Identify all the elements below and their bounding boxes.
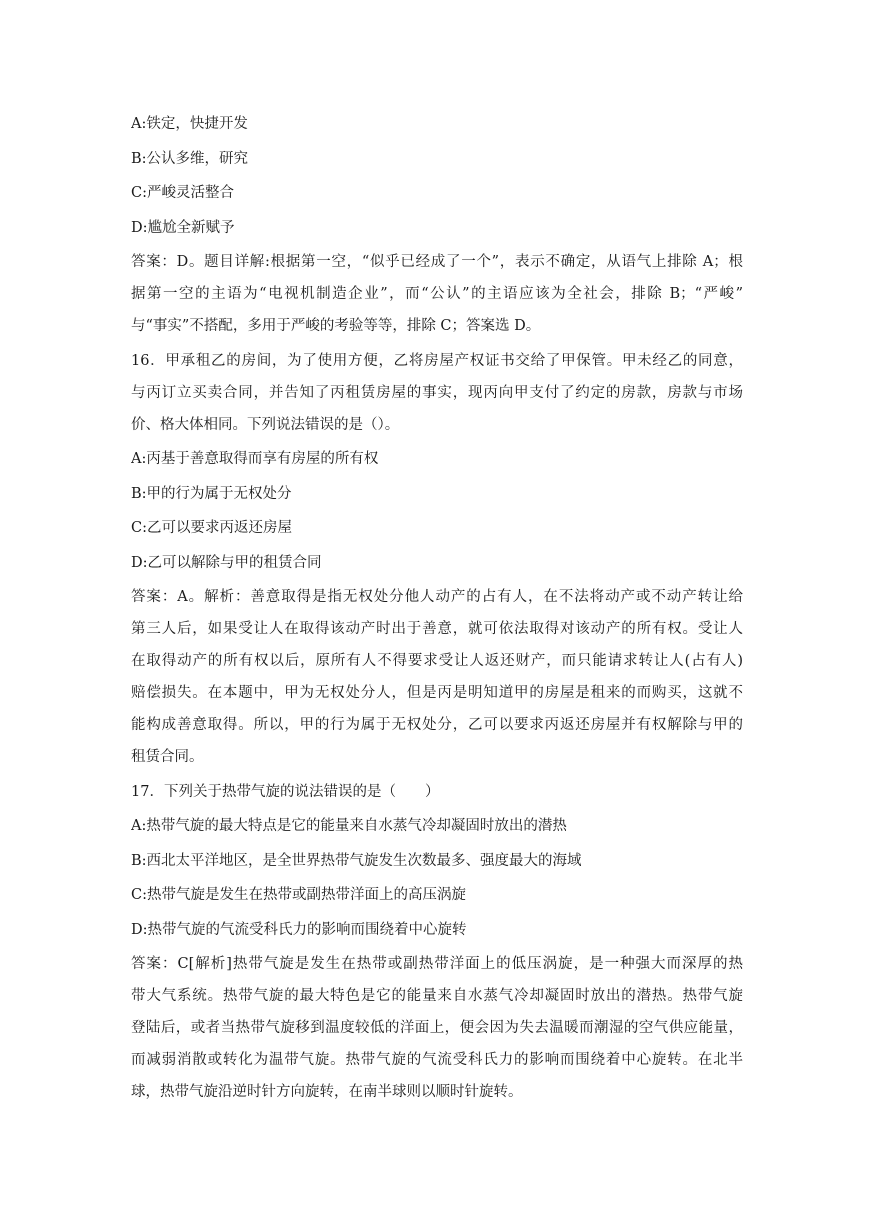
option-b: B:甲的行为属于无权处分 <box>131 485 292 502</box>
answer-explanation <box>131 246 743 342</box>
question-15 <box>131 108 743 342</box>
option-b: B:公认多维，研究 <box>131 150 249 167</box>
document-page <box>131 108 743 1108</box>
stem-line: 16．甲承租乙的房间，为了使用方便，乙将房屋产权证书交给了甲保管。甲未经乙的同意， <box>131 352 743 369</box>
answer-line: 而减弱消散或转化为温带气旋。热带气旋的气流受科氏力的影响而围绕着中心旋转。在北半 <box>131 1052 743 1068</box>
option-d: D:乙可以解除与甲的租赁合同 <box>131 554 322 571</box>
question-stem <box>131 345 743 441</box>
answer-line: 据第一空的主语为“电视机制造企业”，而“公认”的主语应该为全社会，排除 B；“严峻” <box>131 286 743 302</box>
answer-line: 能构成善意取得。所以，甲的行为属于无权处分，乙可以要求丙返还房屋并有权解除与甲的 <box>131 717 743 733</box>
answer-line: 答案：C[解析]热带气旋是发生在热带或副热带洋面上的低压涡旋，是一种强大而深厚的热 <box>131 956 743 972</box>
stem-line: 与丙订立买卖合同，并告知了丙租赁房屋的事实，现丙向甲支付了约定的房款，房款与市场 <box>131 384 743 401</box>
answer-line: 在取得动产的所有权以后，原所有人不得要求受让人返还财产，而只能请求转让人(占有人) <box>131 653 743 669</box>
answer-line: 球，热带气旋沿逆时针方向旋转，在南半球则以顺时针旋转。 <box>131 1084 523 1100</box>
answer-line: 与“事实”不搭配，多用于严峻的考验等等，排除 C；答案选 D。 <box>131 318 541 334</box>
option-c: C:严峻灵活整合 <box>131 185 234 201</box>
answer-explanation <box>131 581 743 773</box>
option-a: A:铁定，快捷开发 <box>131 116 248 132</box>
answer-line: 答案：D。题目详解:根据第一空，“似乎已经成了一个”，表示不确定，从语气上排除 A；根 <box>131 254 743 270</box>
answer-line: 登陆后，或者当热带气旋移到温度较低的洋面上，便会因为失去温暖而潮湿的空气供应能量， <box>131 1020 743 1036</box>
option-c: C:热带气旋是发生在热带或副热带洋面上的高压涡旋 <box>131 887 466 903</box>
option-c: C:乙可以要求丙返还房屋 <box>131 520 292 536</box>
answer-line: 答案：A。解析：善意取得是指无权处分他人动产的占有人，在不法将动产或不动产转让给 <box>131 589 743 605</box>
question-stem: 17．下列关于热带气旋的说法错误的是（ ） <box>131 783 440 800</box>
question-16 <box>131 345 743 774</box>
answer-line: 第三人后，如果受让人在取得该动产时出于善意，就可依法取得对该动产的所有权。受让人 <box>131 621 743 637</box>
option-b: B:西北太平洋地区，是全世界热带气旋发生次数最多、强度最大的海域 <box>131 852 582 869</box>
answer-explanation <box>131 948 743 1108</box>
answer-line: 租赁合同。 <box>131 749 204 765</box>
option-d: D:热带气旋的气流受科氏力的影响而围绕着中心旋转 <box>131 921 467 938</box>
option-d: D:尴尬全新赋予 <box>131 219 235 236</box>
answer-line: 带大气系统。热带气旋的最大特色是它的能量来自水蒸气冷却凝固时放出的潜热。热带气旋 <box>131 988 743 1004</box>
option-a: A:热带气旋的最大特点是它的能量来自水蒸气冷却凝固时放出的潜热 <box>131 818 567 834</box>
option-a: A:丙基于善意取得而享有房屋的所有权 <box>131 451 379 467</box>
answer-line: 赔偿损失。在本题中，甲为无权处分人，但是丙是明知道甲的房屋是租来的而购买，这就不 <box>131 685 743 701</box>
stem-line: 价、格大体相同。下列说法错误的是（）。 <box>131 416 400 433</box>
question-17 <box>131 776 743 1109</box>
